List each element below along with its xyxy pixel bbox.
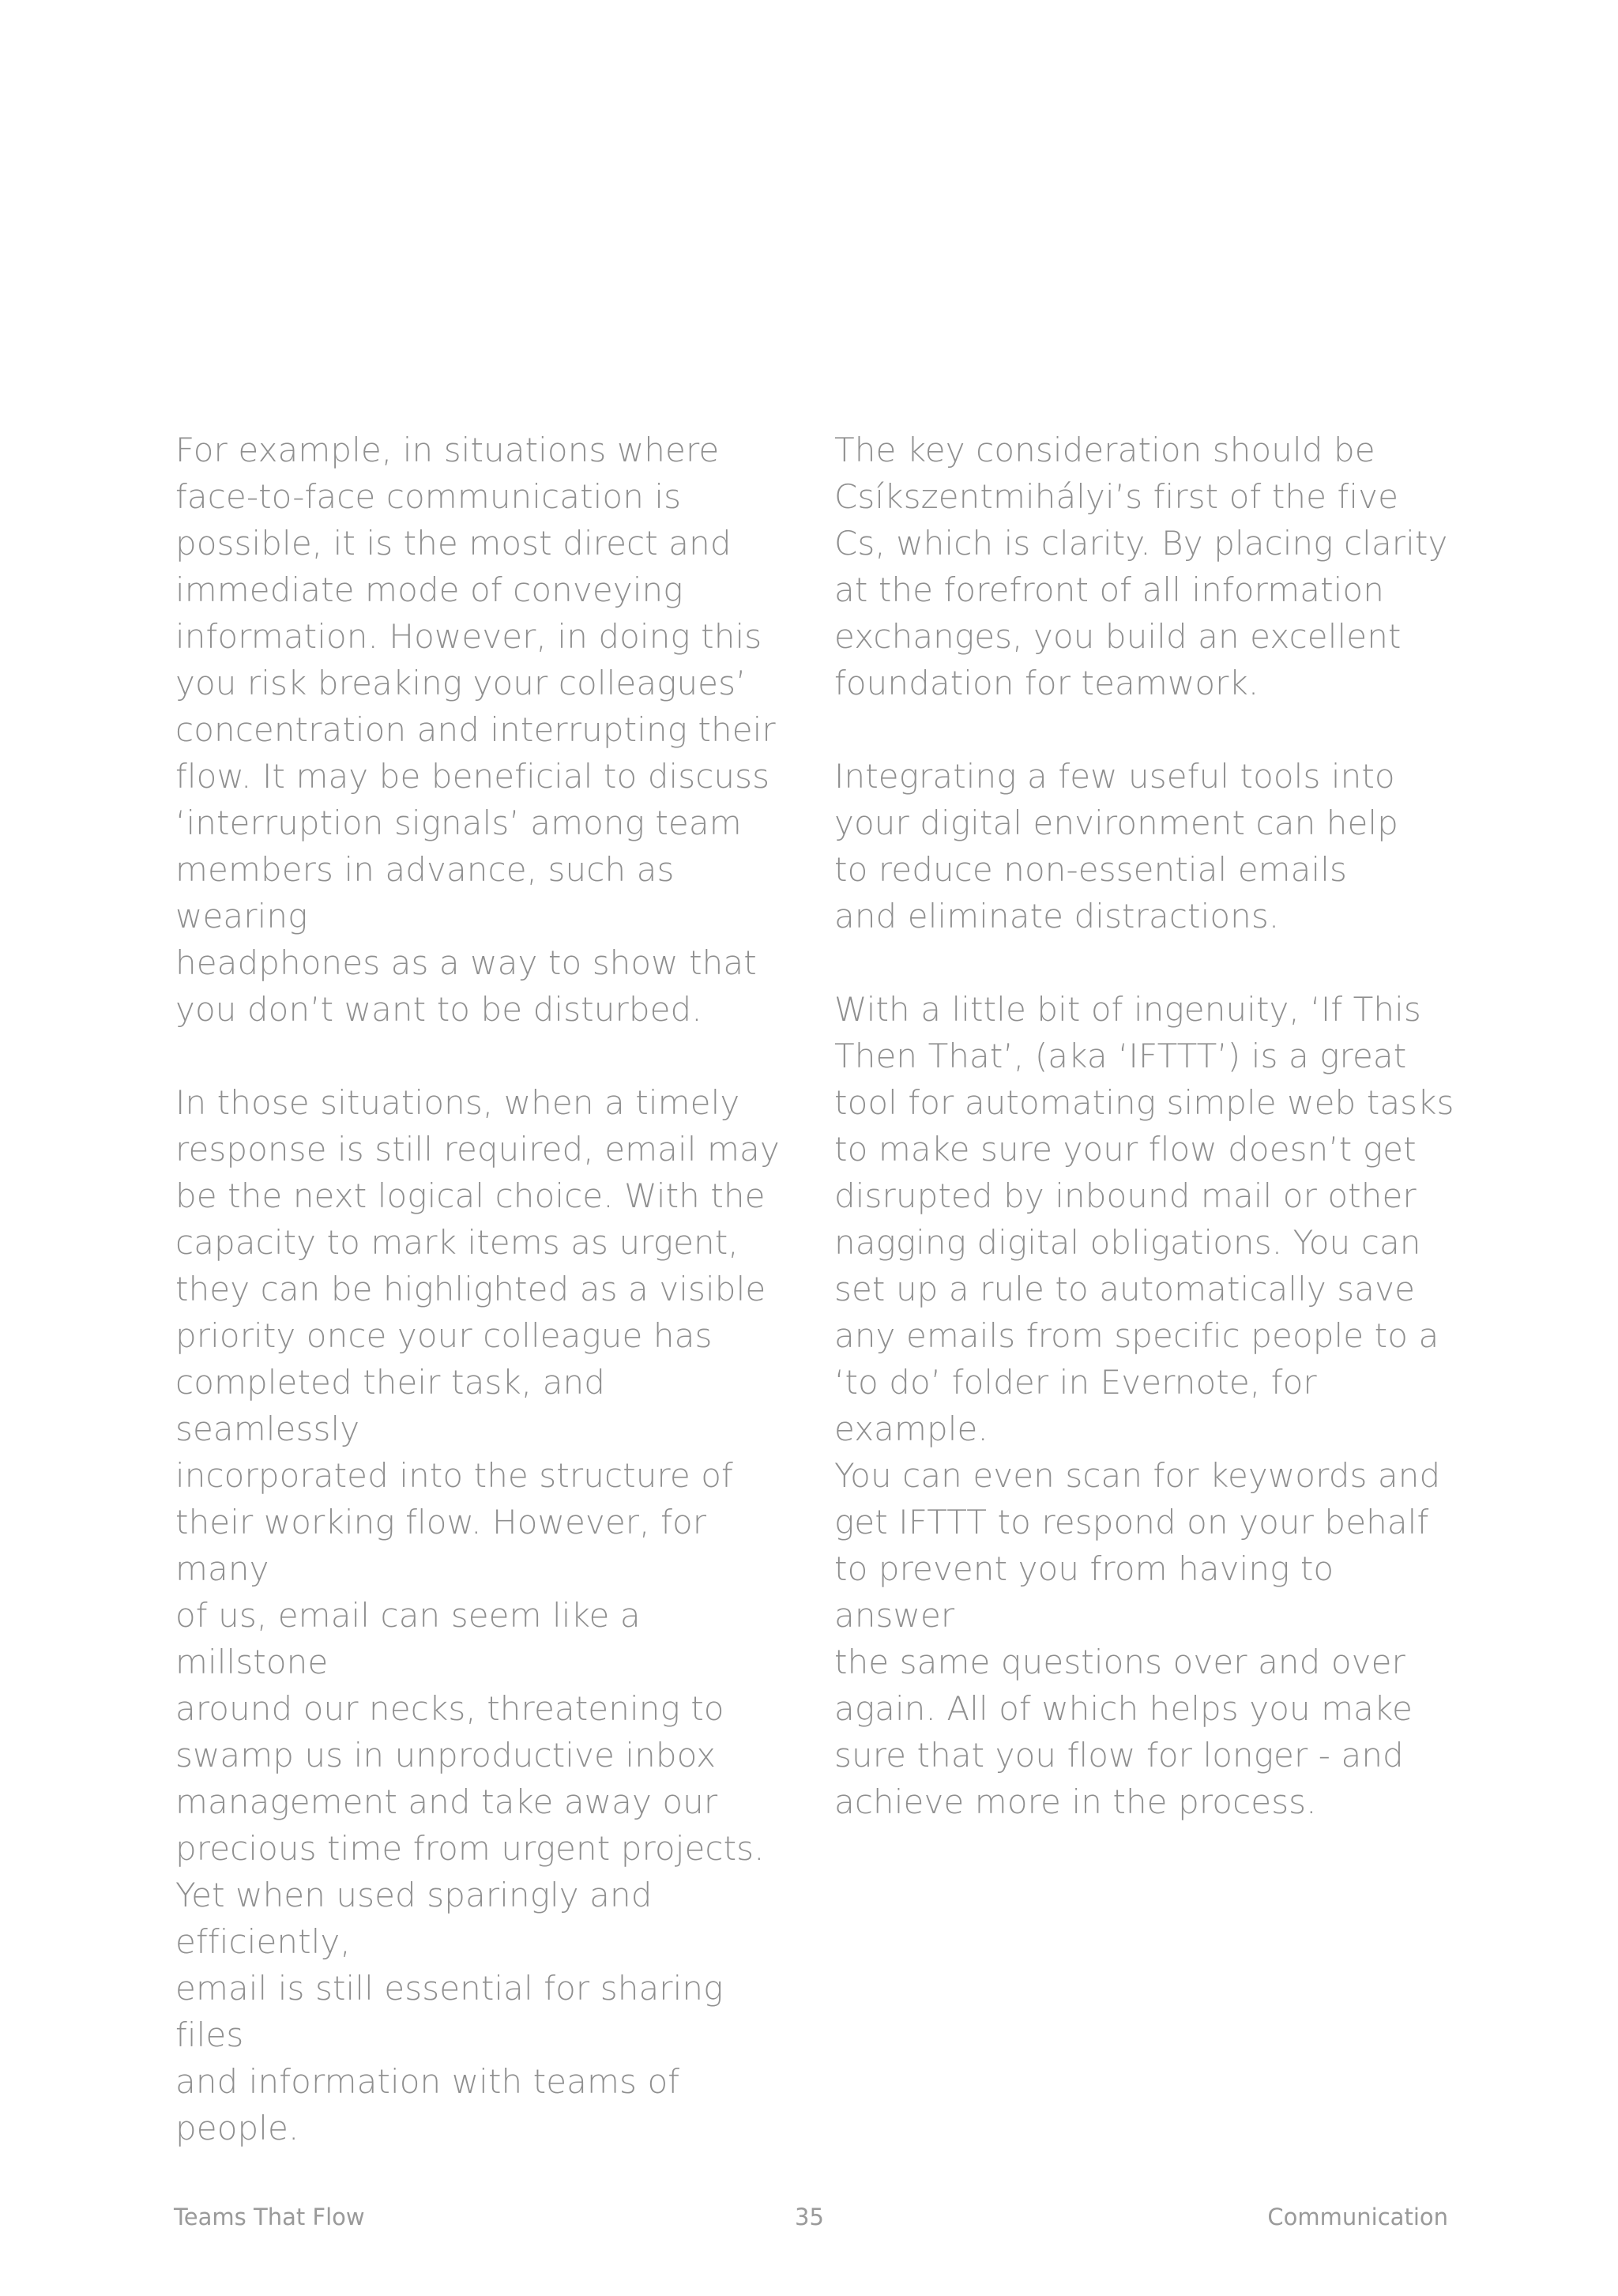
left-paragraph-2: In those situations, when a timely response is still required, email may be the next logical choice. With the capacity to mark items as urgent, they can be highlighted as a visible priority once your colleague has completed their task, and seamlessly incorporated into the structure of their working flow. However, for many of us, email can seem like a millstone around our necks, threatening to swamp us in unproductive inbox management and take away our precious time from urgent projects. Yet when used sparingly and efficiently, email is still essential for sharing files and information with teams of people. bbox=[175, 1083, 780, 2147]
right-paragraph-2: Integrating a few useful tools into your digital environment can help to reduce non-essential emails and eliminate distractions. bbox=[834, 757, 1398, 935]
footer-document-title: Teams That Flow bbox=[174, 2204, 365, 2230]
right-paragraph-1: The key consideration should be Csíkszentmihályi’s first of the five Cs, which is clarity. By placing clarity at the forefront of all information exchanges, you build an excellent foundation for teamwork. bbox=[834, 431, 1448, 702]
right-paragraph-3: With a little bit of ingenuity, ‘If This Then That’, (aka ‘IFTTT’) is a great tool for automating simple web tasks to make sure your flow doesn’t get disrupted by inbound mail or other nagging digital obligations. You can set up a rule to automatically save any emails from specific people to a ‘to do’ folder in Evernote, for example. You can even scan for keywords and get IFTTT to respond on your behalf to prevent you from having to answer the same questions over and over again. All of which helps you make sure that you flow for longer - and achieve more in the process. bbox=[834, 990, 1454, 1821]
left-text-column bbox=[175, 427, 800, 2198]
left-paragraph-1: For example, in situations where face-to-face communication is possible, it is the most direct and immediate mode of conveying information. However, in doing this you risk breaking your colleagues’ concentration and interrupting their flow. It may be beneficial to discuss ‘interruption signals’ among team members in advance, such as wearing headphones as a way to show that you don’t want to be disturbed. bbox=[175, 431, 776, 1029]
footer-page-number: 35 bbox=[795, 2204, 824, 2230]
footer-section-title: Communication bbox=[1267, 2204, 1448, 2230]
right-text-column bbox=[834, 427, 1458, 1872]
